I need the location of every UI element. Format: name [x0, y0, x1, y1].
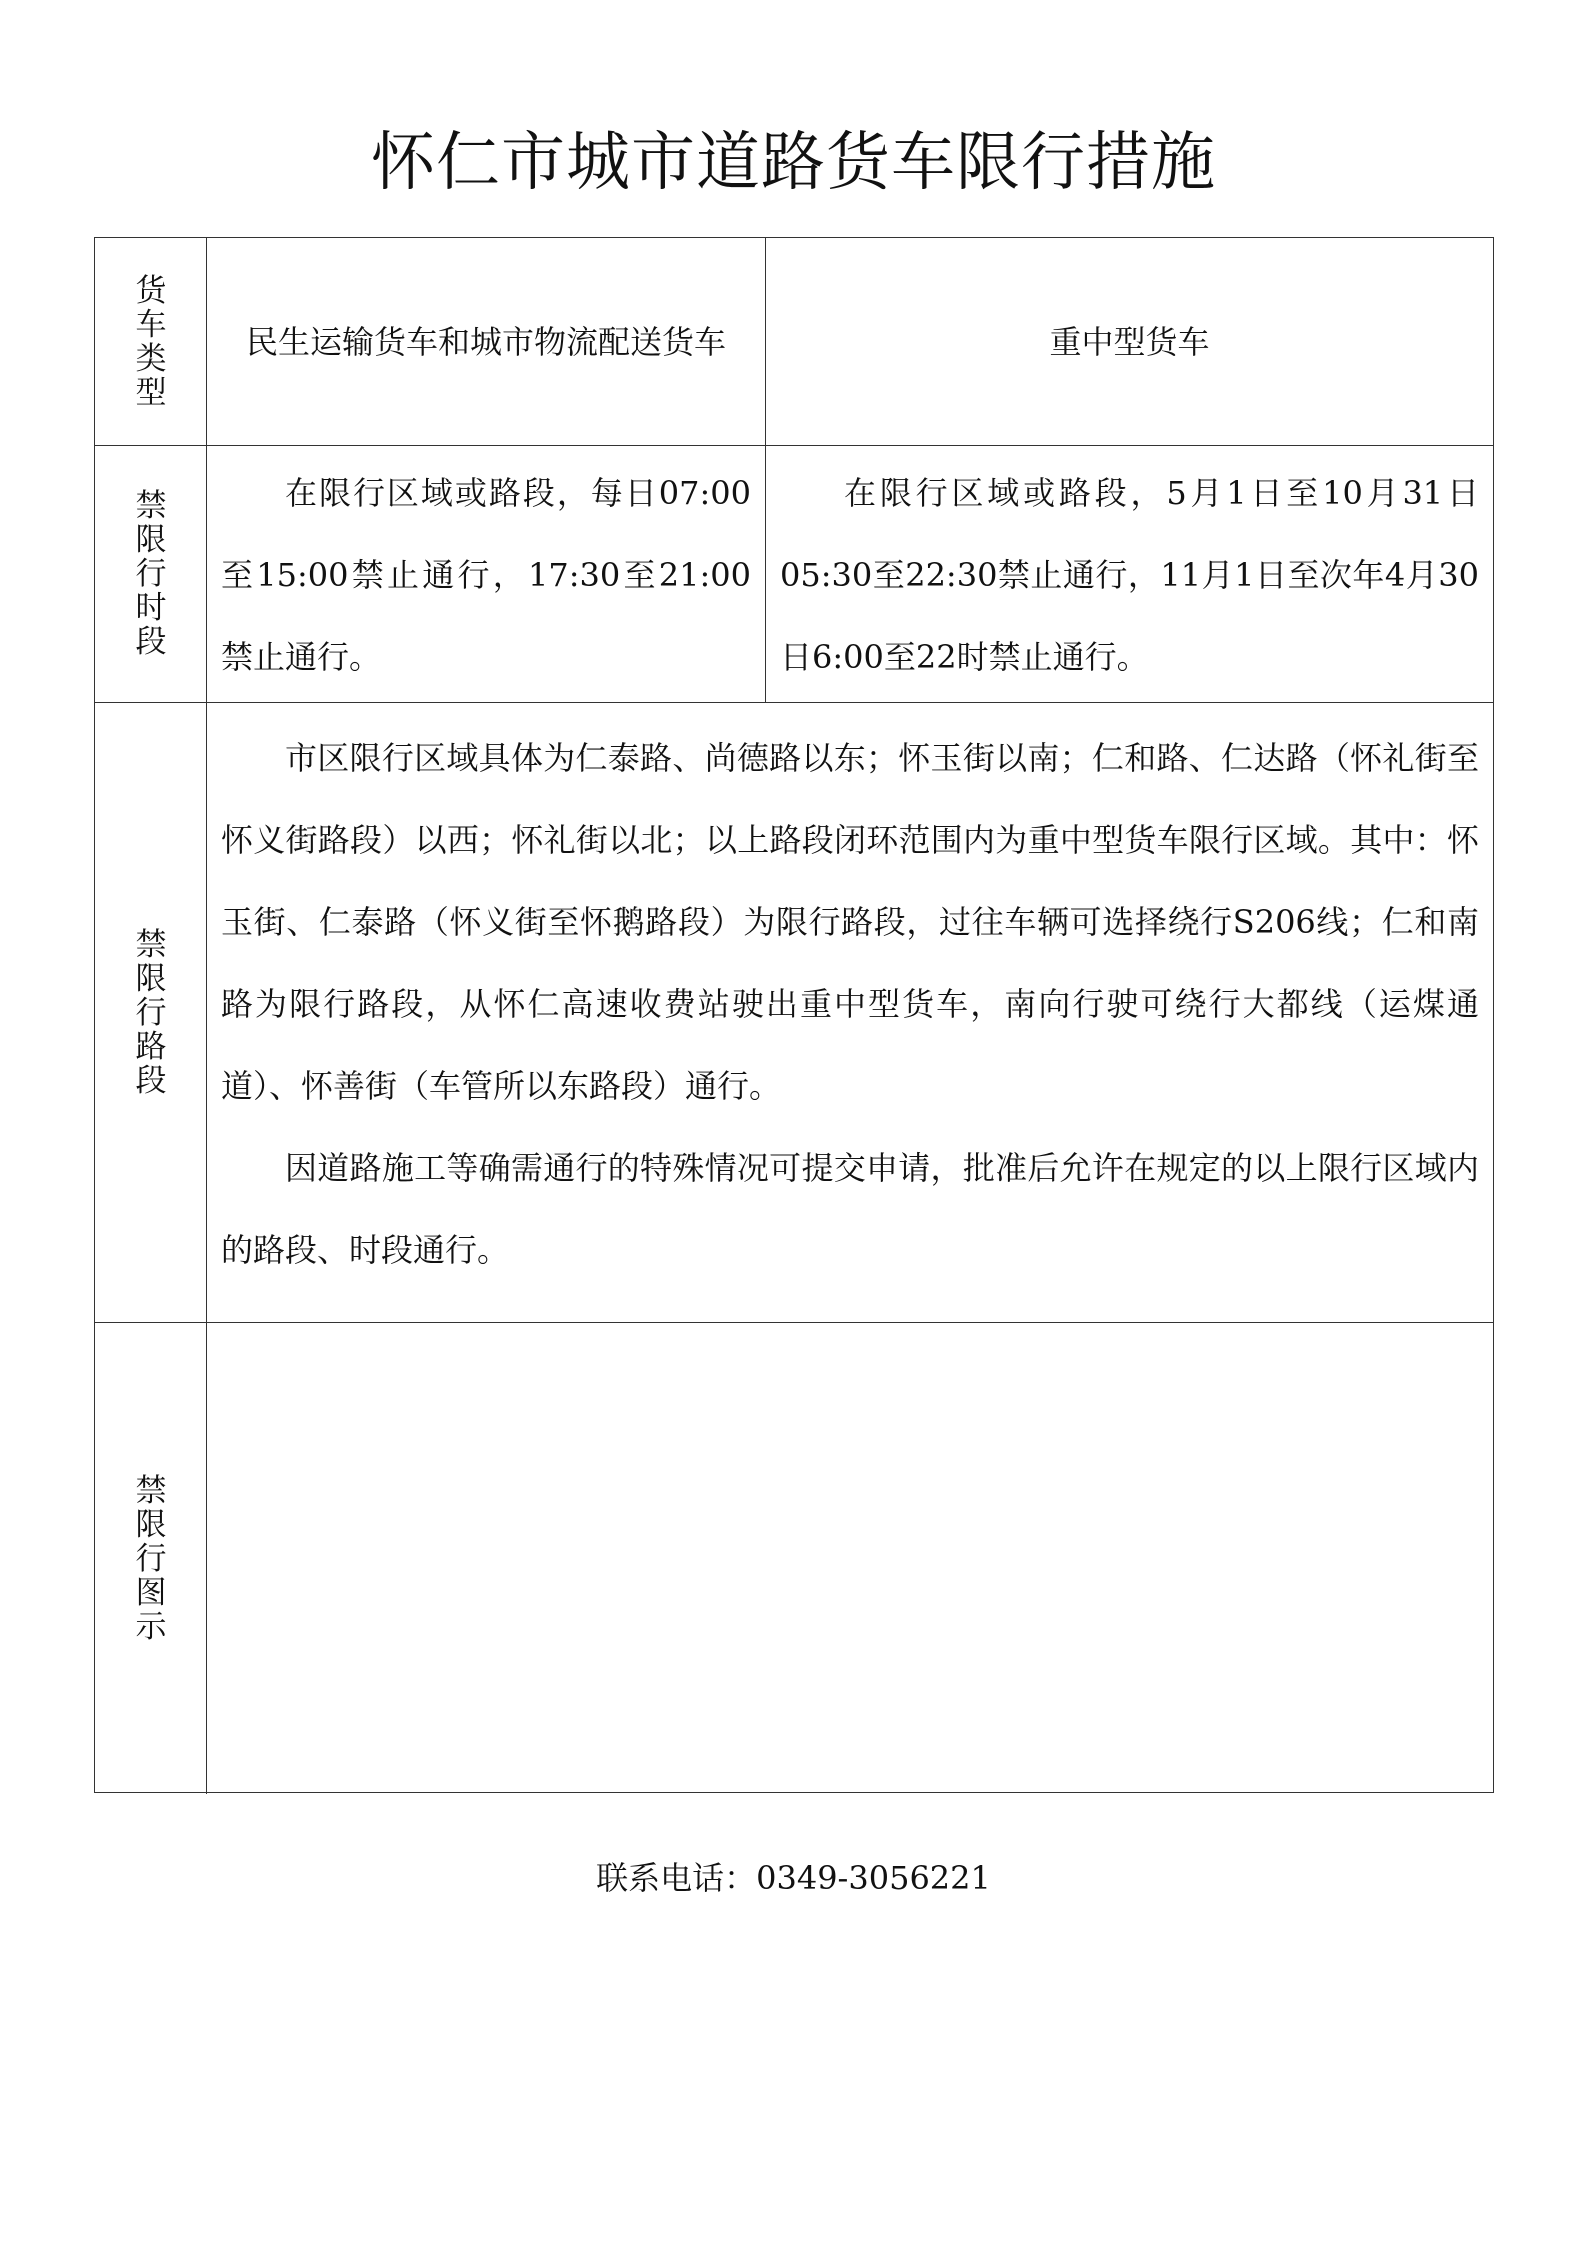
route-rule-paragraph: 市区限行区域具体为仁泰路、尚德路以东；怀玉街以南；仁和路、仁达路（怀礼街至怀义街路段）以西；怀礼街以北；以上路段闭环范围内为重中型货车限行区域。其中：怀玉街、仁泰路（怀义街至怀鹅路段）为限行路段，过往车辆可选择绕行S206线；仁和南路为限行路段，从怀仁高速收费站驶出重中型货车，南向行驶可绕行大都线（运煤通道）、怀善街（车管所以东路段）通行。 — [221, 739, 1479, 1105]
restriction-table — [94, 237, 1494, 1793]
row-label-time: 禁限行时段 — [135, 488, 167, 660]
route-rules — [207, 703, 1493, 1291]
page-title: 怀仁市城市道路货车限行措施 — [371, 126, 1216, 200]
row-label-route: 禁限行路段 — [135, 926, 167, 1099]
row-label-truck-type: 货车类型 — [135, 272, 167, 411]
map-area — [207, 1323, 1493, 1793]
contact-phone: 联系电话：0349-3056221 — [596, 1859, 991, 1897]
time-rule-heavy: 在限行区域或路段，5月1日至10月31日05:30至22:30禁止通行，11月1日至次年4月30日6:00至22时禁止通行。 — [780, 474, 1479, 676]
truck-type-heavy: 重中型货车 — [1049, 322, 1210, 361]
time-rule-light: 在限行区域或路段，每日07:00至15:00禁止通行，17:30至21:00禁止通行。 — [221, 474, 751, 676]
truck-type-light: 民生运输货车和城市物流配送货车 — [245, 322, 726, 361]
route-rule-paragraph: 因道路施工等确需通行的特殊情况可提交申请，批准后允许在规定的以上限行区域内的路段、时段通行。 — [221, 1149, 1479, 1269]
row-label-map: 禁限行图示 — [135, 1472, 167, 1645]
